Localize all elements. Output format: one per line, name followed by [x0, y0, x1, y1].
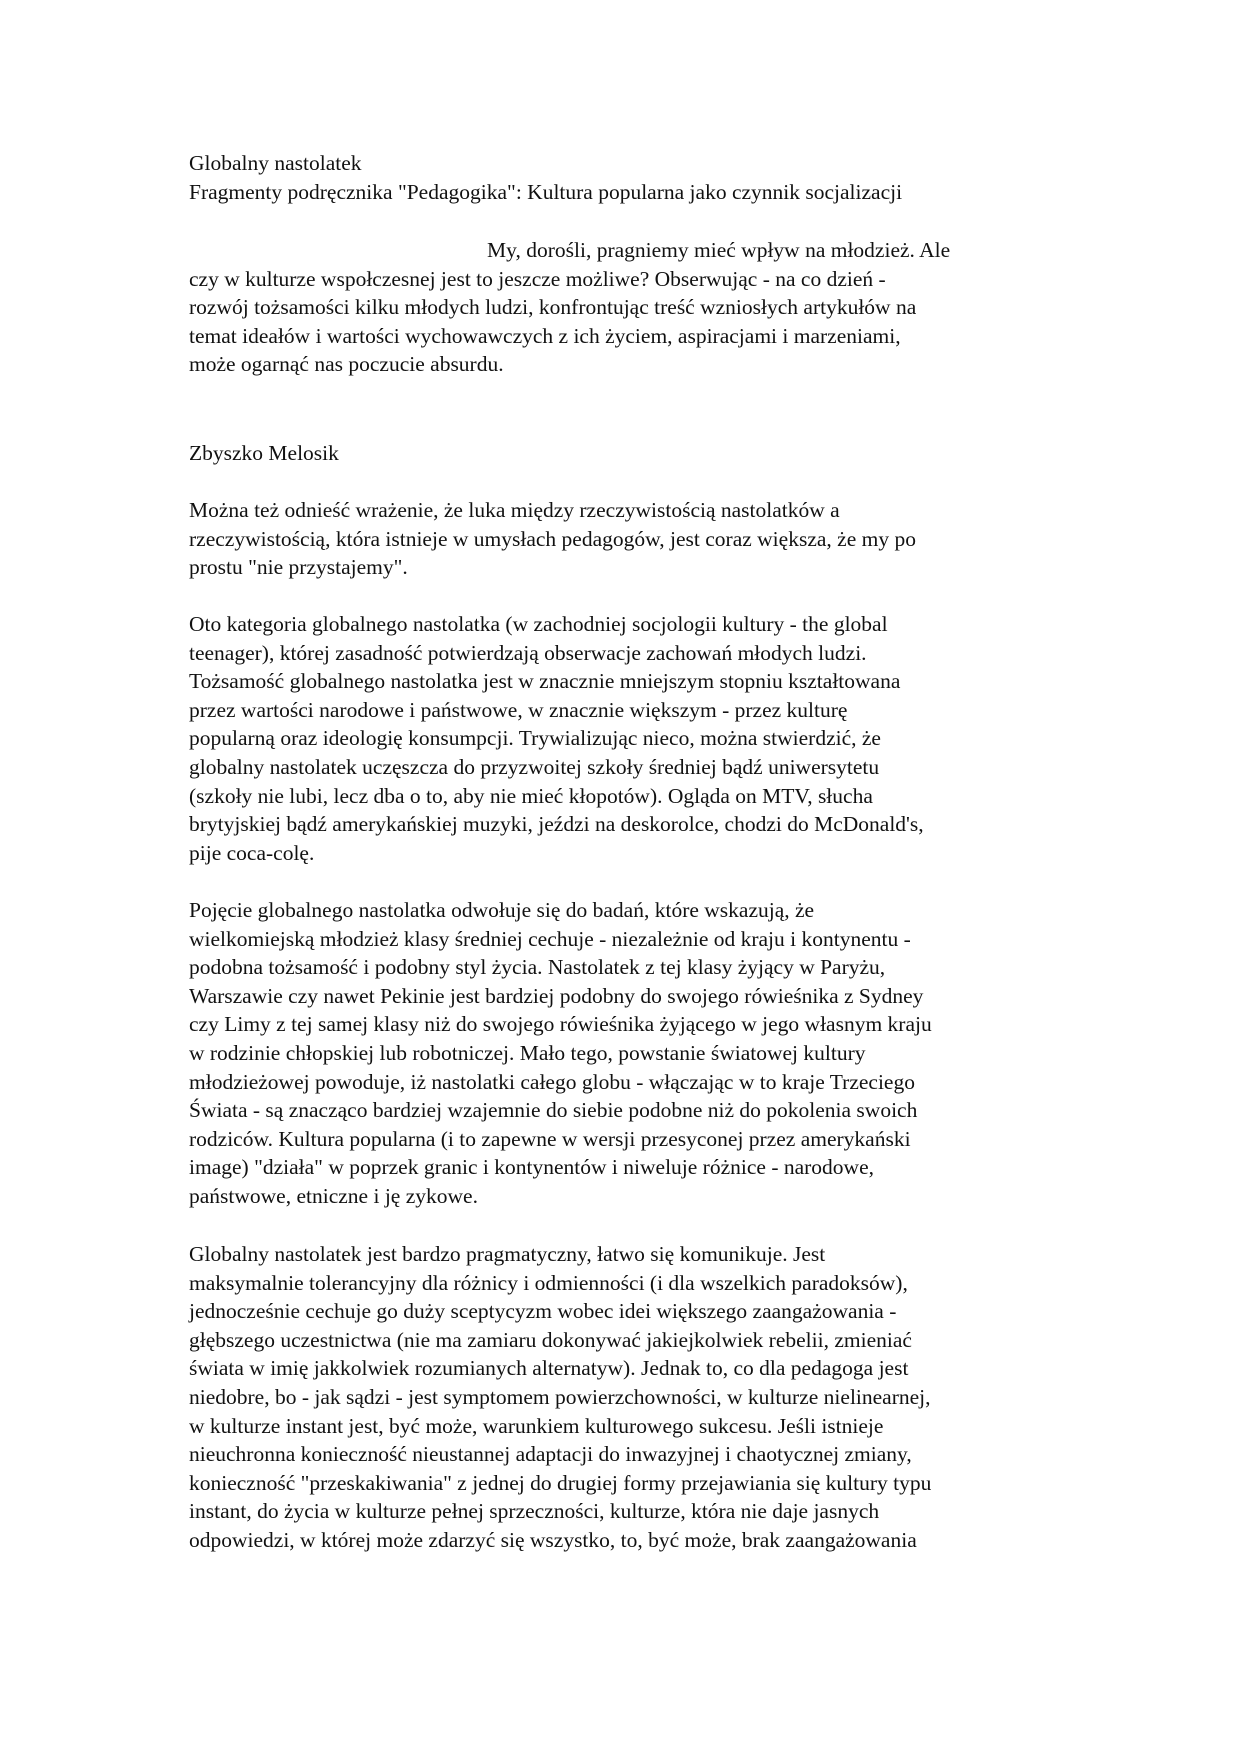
paragraph-line: globalny nastolatek uczęszcza do przyzwoitej szkoły średniej bądź uniwersytetu	[189, 754, 880, 779]
author-line: Zbyszko Melosik	[189, 441, 339, 465]
intro-line: może ogarnąć nas poczucie absurdu.	[189, 352, 504, 377]
paragraph-line: pije coca-colę.	[189, 840, 315, 865]
paragraph-line: (szkoły nie lubi, lecz dba o to, aby nie mieć kłopotów). Ogląda on MTV, słucha	[189, 783, 873, 808]
paragraph-line: jednocześnie cechuje go duży sceptycyzm wobec idei większego zaangażowania -	[189, 1299, 897, 1324]
intro-line: rozwój tożsamości kilku młodych ludzi, konfrontując treść wzniosłych artykułów na	[189, 295, 917, 320]
paragraph-line: głębszego uczestnictwa (nie ma zamiaru dokonywać jakiejkolwiek rebelii, zmieniać	[189, 1327, 912, 1352]
author-name	[189, 439, 1059, 468]
intro-line: czy w kulturze wspołczesnej jest to jeszcze możliwe? Obserwując - na co dzień -	[189, 266, 886, 291]
paragraph-line: odpowiedzi, w której może zdarzyć się wszystko, to, być może, brak zaangażowania	[189, 1527, 917, 1552]
paragraph-line: rodziców. Kultura popularna (i to zapewne w wersji przesyconej przez amerykański	[189, 1126, 911, 1151]
paragraph-line: Oto kategoria globalnego nastolatka (w zachodniej socjologii kultury - the global	[189, 612, 888, 636]
paragraph-line: rzeczywistością, która istnieje w umysłach pedagogów, jest coraz większa, że my po	[189, 526, 916, 551]
document-subtitle: Fragmenty podręcznika "Pedagogika": Kultura popularna jako czynnik socjalizacji	[189, 179, 903, 204]
paragraph-line: Można też odnieść wrażenie, że luka między rzeczywistością nastolatków a	[189, 498, 840, 522]
paragraph-line: niedobre, bo - jak sądzi - jest symptomem powierzchowności, w kulturze nielinearnej,	[189, 1384, 931, 1409]
paragraph-line: młodzieżowej powoduje, iż nastolatki całego globu - włączając w to kraje Trzeciego	[189, 1069, 915, 1094]
paragraph-line: podobna tożsamość i podobny styl życia. Nastolatek z tej klasy żyjący w Paryżu,	[189, 955, 886, 980]
paragraph-line: państwowe, etniczne i ję zykowe.	[189, 1183, 478, 1208]
document-heading	[189, 149, 1059, 206]
paragraph-line: nieuchronna konieczność nieustannej adaptacji do inwazyjnej i chaotycznej zmiany,	[189, 1442, 912, 1467]
paragraph-line: maksymalnie tolerancyjny dla różnicy i odmienności (i dla wszelkich paradoksów),	[189, 1270, 908, 1295]
body-paragraph-2	[189, 610, 1059, 867]
paragraph-line: image) "działa" w poprzek granic i kontynentów i niweluje różnice - narodowe,	[189, 1155, 874, 1180]
paragraph-line: Świata - są znacząco bardziej wzajemnie do siebie podobne niż do pokolenia swoich	[189, 1098, 918, 1123]
intro-line: My, dorośli, pragniemy mieć wpływ na młodzież. Ale	[487, 238, 951, 262]
paragraph-line: Globalny nastolatek jest bardzo pragmatyczny, łatwo się komunikuje. Jest	[189, 1242, 826, 1266]
intro-line: temat ideałów i wartości wychowawczych z ich życiem, aspiracjami i marzeniami,	[189, 323, 901, 348]
paragraph-line: wielkomiejską młodzież klasy średniej cechuje - niezależnie od kraju i kontynentu -	[189, 926, 911, 951]
paragraph-line: Tożsamość globalnego nastolatka jest w znacznie mniejszym stopniu kształtowana	[189, 669, 901, 694]
paragraph-line: instant, do życia w kulturze pełnej sprzeczności, kulturze, która nie daje jasnych	[189, 1499, 880, 1524]
body-paragraph-3	[189, 896, 1059, 1211]
paragraph-line: Pojęcie globalnego nastolatka odwołuje się do badań, które wskazują, że	[189, 898, 815, 922]
paragraph-line: świata w imię jakkolwiek rozumianych alternatyw). Jednak to, co dla pedagoga jest	[189, 1356, 909, 1381]
paragraph-line: konieczność "przeskakiwania" z jednej do drugiej formy przejawiania się kultury typu	[189, 1470, 932, 1495]
intro-paragraph	[189, 236, 1059, 379]
paragraph-line: prostu "nie przystajemy".	[189, 555, 408, 580]
paragraph-line: popularną oraz ideologię konsumpcji. Trywializując nieco, można stwierdzić, że	[189, 726, 881, 751]
paragraph-line: w rodzinie chłopskiej lub robotniczej. Mało tego, powstanie światowej kultury	[189, 1040, 866, 1065]
body-paragraph-4	[189, 1240, 1059, 1555]
paragraph-line: czy Limy z tej samej klasy niż do swojego rówieśnika żyjącego w jego własnym kraju	[189, 1012, 932, 1037]
paragraph-line: przez wartości narodowe i państwowe, w znacznie większym - przez kulturę	[189, 697, 848, 722]
document-title: Globalny nastolatek	[189, 151, 362, 175]
body-paragraph-1	[189, 496, 1059, 582]
paragraph-line: teenager), której zasadność potwierdzają obserwacje zachowań młodych ludzi.	[189, 640, 867, 665]
paragraph-line: w kulturze instant jest, być może, warunkiem kulturowego sukcesu. Jeśli istnieje	[189, 1413, 884, 1438]
paragraph-line: brytyjskiej bądź amerykańskiej muzyki, jeździ na deskorolce, chodzi do McDonald's,	[189, 812, 924, 837]
paragraph-line: Warszawie czy nawet Pekinie jest bardziej podobny do swojego rówieśnika z Sydney	[189, 983, 924, 1008]
